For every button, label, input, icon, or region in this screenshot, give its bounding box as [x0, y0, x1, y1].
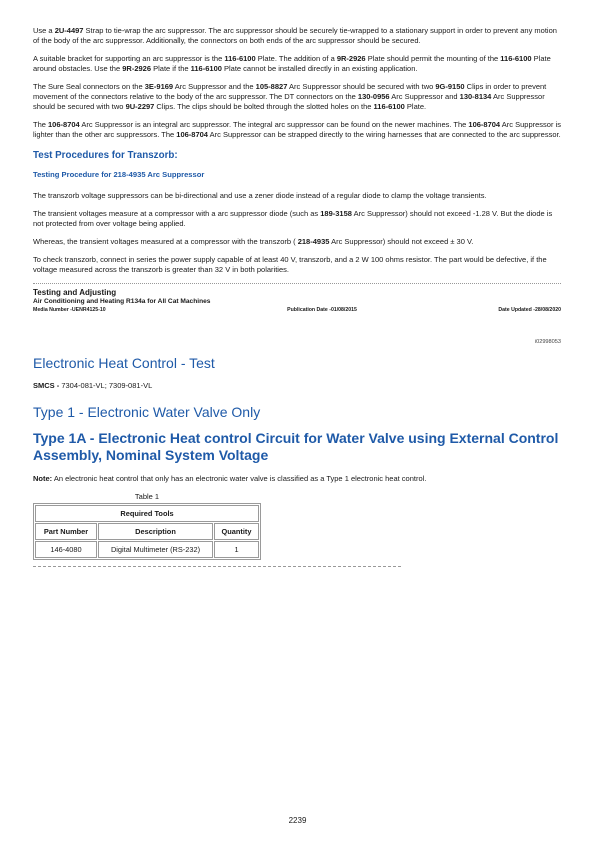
paragraph-transzorb-intro: The transzorb voltage suppressors can be bi-directional and use a zener diode instead of a regular diode to clamp the voltage transients. — [33, 191, 487, 200]
publication-date: Publication Date -01/08/2015 — [287, 307, 357, 313]
page-number: 2239 — [288, 816, 307, 825]
doc-subtitle: Air Conditioning and Heating R134a for All Cat Machines — [33, 298, 211, 305]
bottom-divider — [33, 566, 401, 567]
column-header-part-number: Part Number — [35, 523, 97, 540]
column-header-description: Description — [98, 523, 213, 540]
doc-title: Testing and Adjusting — [33, 288, 117, 297]
table-caption: Table 1 — [134, 492, 160, 501]
smcs-codes: SMCS - 7304-081-VL; 7309-081-VL — [33, 381, 153, 390]
paragraph-connectors: The Sure Seal connectors on the 3E-9169 Arc Suppressor and the 105-8827 Arc Suppressor should be secured with two 9G-9150 Clips in order to prevent movement of the connectors relative to the body of the arc suppressor. The DT connectors on the 130-0956 Arc Suppressor and 130-8134 Arc Suppressor should be secured with two 9U-2297 Clips. The clips should be bolted through the slotted holes on the 116-6100 Plate. — [33, 82, 547, 111]
illustration-id: i02998053 — [534, 339, 561, 345]
required-tools-table — [33, 503, 261, 560]
paragraph-strap: Use a 2U-4497 Strap to tie-wrap the arc suppressor. The arc suppressor should be securely tie-wrapped to a stationary support in order to prevent any motion of the body of the arc suppressor. Additionally, the connectors on both ends of the arc suppressor should be secured. — [33, 26, 557, 45]
doc-meta-row — [33, 307, 561, 313]
cell-quantity: 1 — [214, 541, 259, 558]
paragraph-integral: The 106-8704 Arc Suppressor is an integral arc suppressor. The integral arc suppressor can be found on the newer machines. The 106-8704 Arc Suppressor is lighter than the other arc suppressors. The 106-8704 Arc Suppressor can be strapped directly to the wiring harnesses that are connected to the arc suppressor. — [33, 120, 561, 139]
table-title: Required Tools — [35, 505, 259, 522]
date-updated: Date Updated -28/08/2020 — [498, 307, 561, 313]
type1a-heading: Type 1A - Electronic Heat control Circuit for Water Valve using External Control Assembly, Nominal System Voltage — [33, 430, 559, 463]
document-header — [33, 288, 561, 313]
section-heading: Test Procedures for Transzorb: — [33, 150, 178, 161]
paragraph-check-transzorb: To check transzorb, connect in series the power supply capable of at least 40 V, transzorb, and a 2 W 100 ohms resistor. The part would be defective, if the voltage measured across the transzorb is greater than 32 V in both polarities. — [33, 255, 547, 274]
column-header-quantity: Quantity — [214, 523, 259, 540]
paragraph-bracket: A suitable bracket for supporting an arc suppressor is the 116-6100 Plate. The addition of a 9R-2926 Plate should permit the mounting of the 116-6100 Plate around obstacles. Use the 9R-2926 Plate if the 116-6100 Plate cannot be installed directly in an existing application. — [33, 54, 551, 73]
paragraph-transient-diode: The transient voltages measure at a compressor with a arc suppressor diode (such as 189-3158 Arc Suppressor) should not exceed -1.28 V. But the diode is not protected from over voltage being applied. — [33, 209, 553, 228]
paragraph-transient-transzorb: Whereas, the transient voltages measured at a compressor with the transzorb ( 218-4935 Arc Suppressor) should not exceed ± 30 V. — [33, 237, 474, 246]
media-number: Media Number -UENR4125-10 — [33, 307, 106, 313]
page-content — [33, 26, 561, 567]
type1-heading: Type 1 - Electronic Water Valve Only — [33, 404, 261, 420]
cell-part-number: 146-4080 — [35, 541, 97, 558]
sub-heading: Testing Procedure for 218-4935 Arc Suppressor — [33, 170, 205, 179]
table-row — [35, 541, 259, 558]
divider — [33, 283, 561, 284]
main-title: Electronic Heat Control - Test — [33, 355, 215, 371]
note-paragraph: Note: An electronic heat control that only has an electronic water valve is classified as a Type 1 electronic heat control. — [33, 474, 427, 483]
cell-description: Digital Multimeter (RS-232) — [98, 541, 213, 558]
